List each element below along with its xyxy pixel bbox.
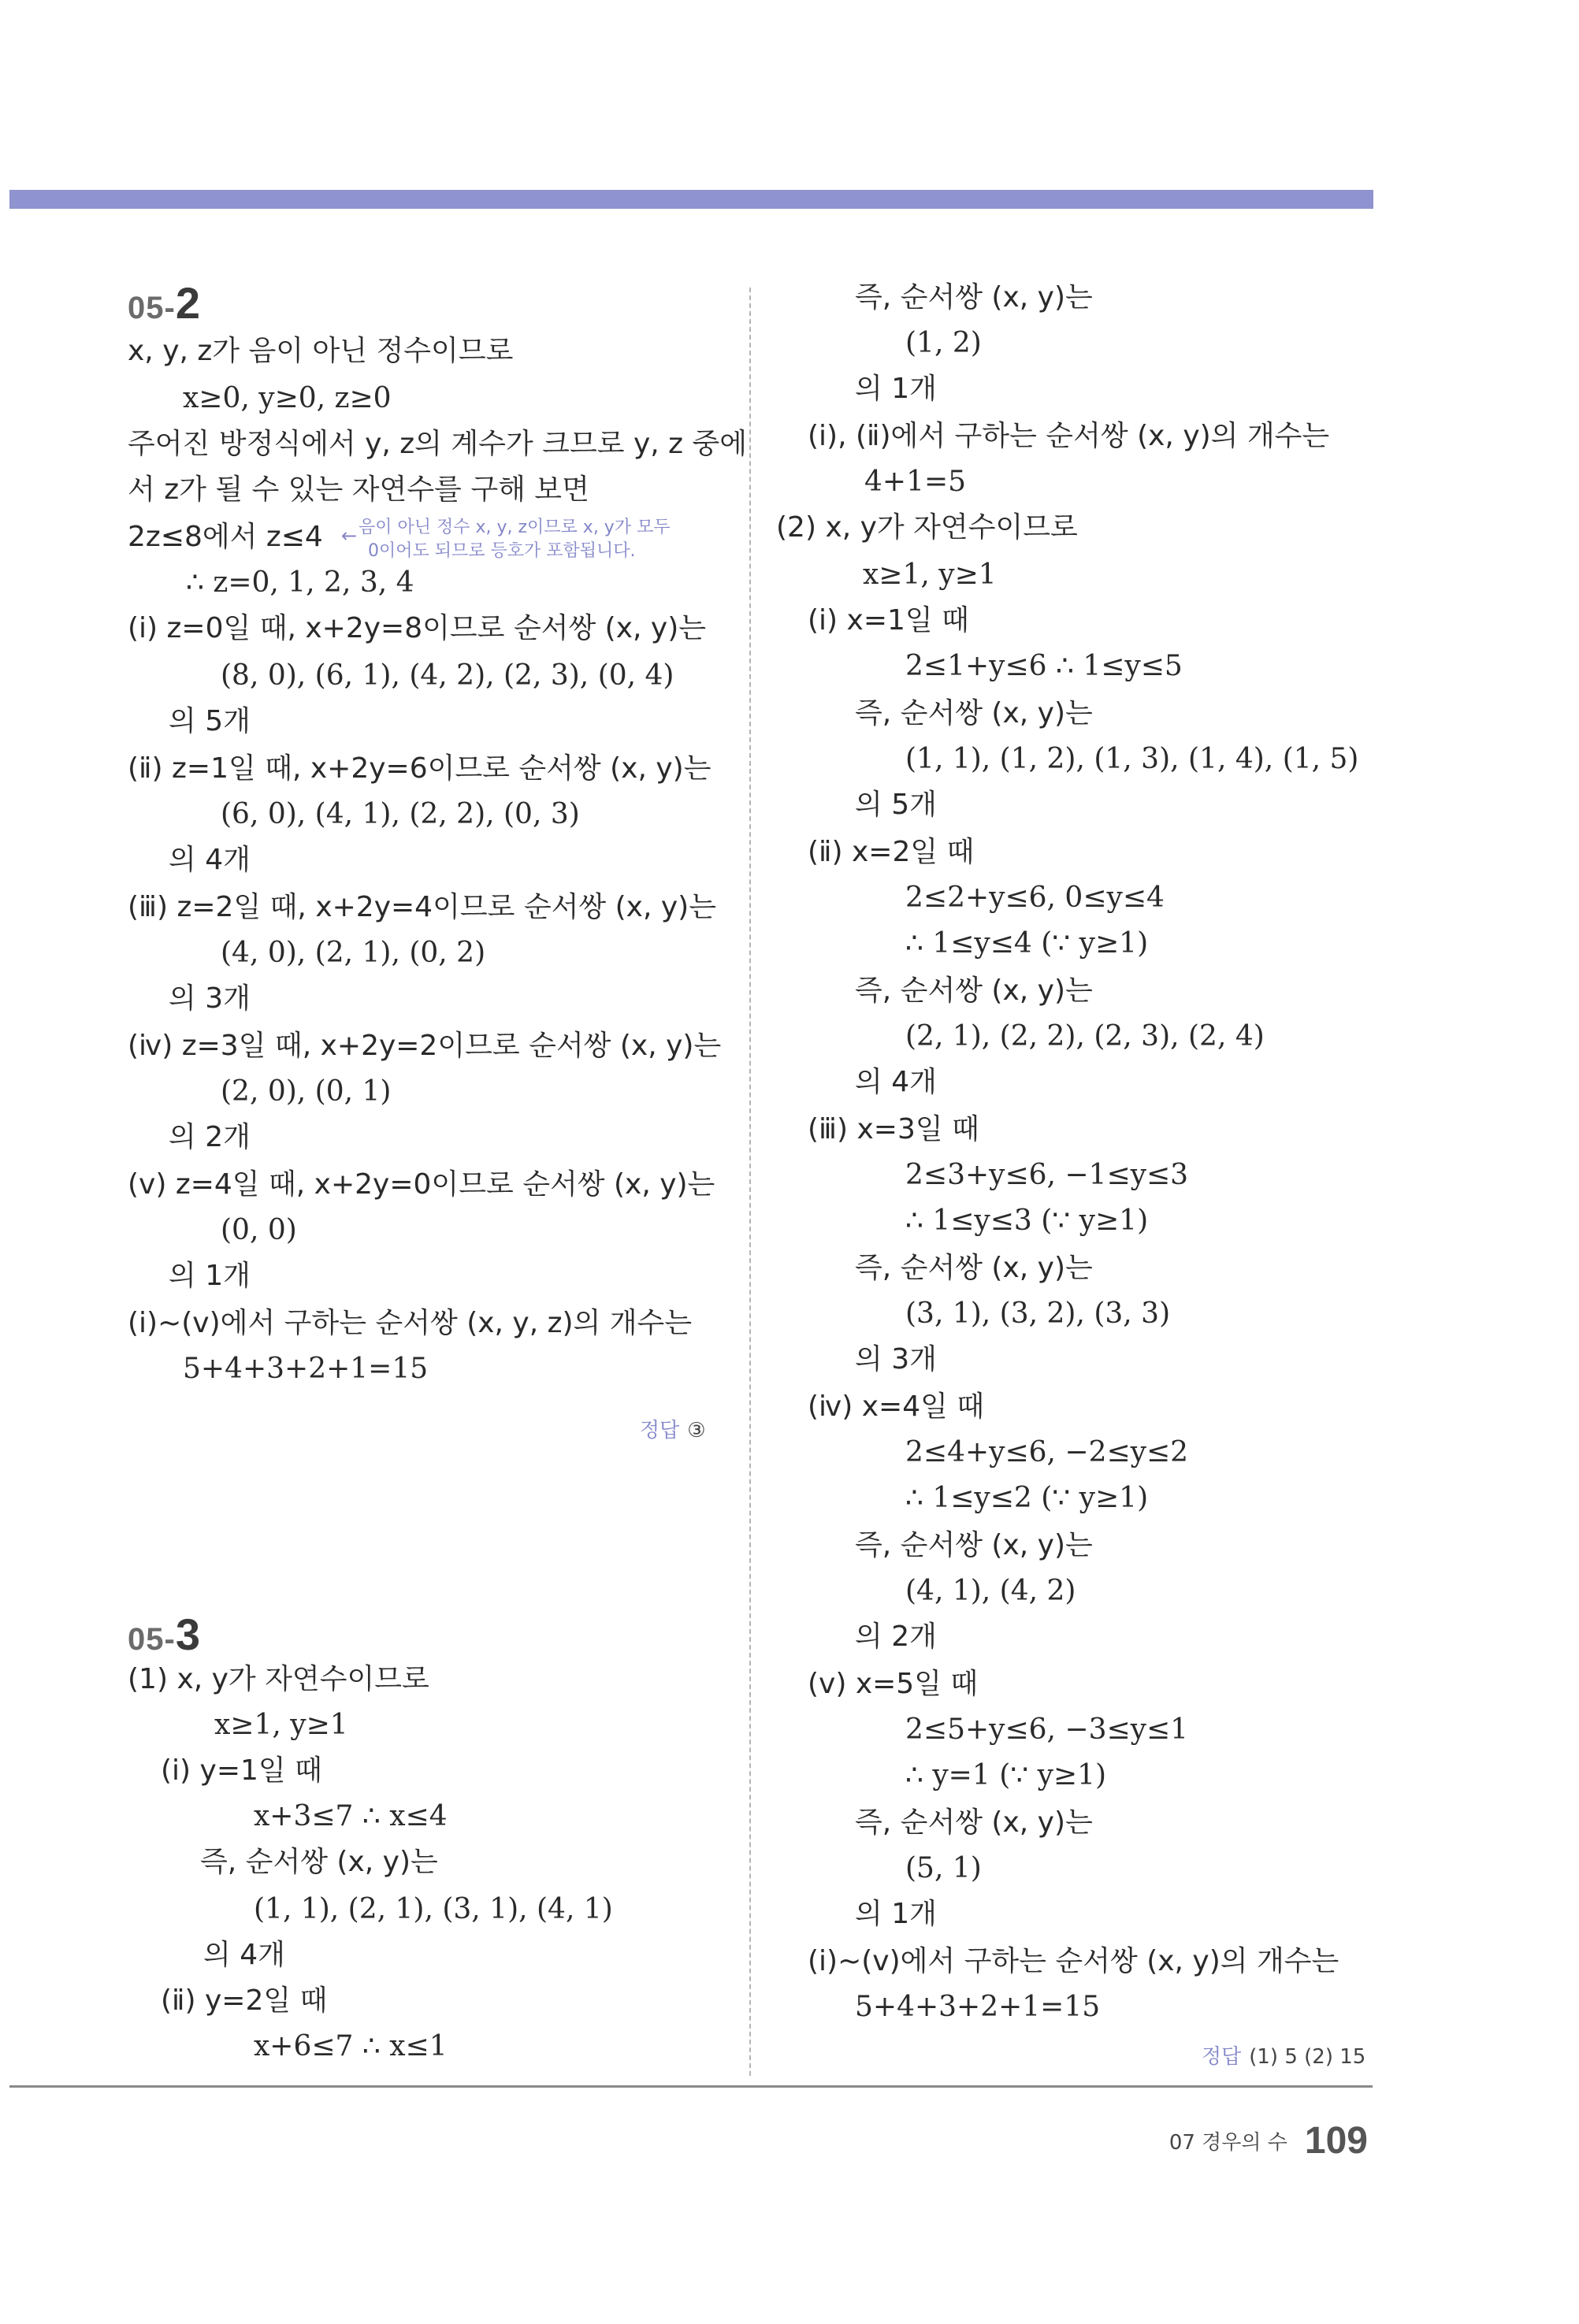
bottom-rule	[9, 2085, 1373, 2088]
answer-label: 정답	[1202, 2045, 1242, 2069]
solution-line: x≥1, y≥1	[863, 559, 997, 591]
answer-value: (1) 5 (2) 15	[1249, 2045, 1366, 2069]
solution-line: x≥1, y≥1	[214, 1709, 348, 1741]
solution-line: 즉, 순서쌍 (x, y)는	[855, 1529, 1093, 1561]
total-line: 5+4+3+2+1=15	[183, 1353, 429, 1385]
column-divider	[749, 288, 751, 2076]
section-prefix: 05-	[128, 291, 176, 325]
note-line: 음이 아닌 정수 x, y, z이므로 x, y가 모두	[359, 518, 671, 537]
section-number: 2	[175, 278, 200, 328]
summary-line: (ⅰ)~(ⅴ)에서 구하는 순서쌍 (x, y)의 개수는	[808, 1945, 1339, 1977]
solution-line: ∴ z=0, 1, 2, 3, 4	[186, 566, 414, 599]
ordered-pairs: (1, 1), (1, 2), (1, 3), (1, 4), (1, 5)	[905, 743, 1359, 775]
solution-line: 주어진 방정식에서 y, z의 계수가 크므로 y, z 중에	[128, 428, 748, 460]
ordered-pairs: (8, 0), (6, 1), (4, 2), (2, 3), (0, 4)	[221, 659, 674, 692]
solution-line: 즉, 순서쌍 (x, y)는	[855, 697, 1093, 729]
section-number: 3	[175, 1609, 200, 1659]
solution-line: 서 z가 될 수 있는 자연수를 구해 보면	[128, 473, 589, 506]
solution-line: 즉, 순서쌍 (x, y)는	[855, 975, 1093, 1007]
ordered-pairs: (2, 0), (0, 1)	[221, 1075, 392, 1108]
count-line: 의 4개	[203, 1939, 285, 1971]
section-heading-05-3	[128, 1609, 200, 1660]
solution-line: 2≤3+y≤6, −1≤y≤3	[905, 1159, 1189, 1191]
ordered-pairs: (1, 1), (2, 1), (3, 1), (4, 1)	[254, 1893, 613, 1925]
solution-line: 2z≤8에서 z≤4	[128, 521, 323, 553]
count-line: 의 3개	[855, 1343, 937, 1375]
summary-line: (ⅰ)~(ⅴ)에서 구하는 순서쌍 (x, y, z)의 개수는	[128, 1307, 693, 1339]
page-footer	[1169, 2119, 1368, 2163]
count-line: 의 3개	[169, 982, 251, 1015]
case-line: (ⅱ) y=2일 때	[161, 1984, 328, 2017]
solution-line: 즉, 순서쌍 (x, y)는	[200, 1846, 438, 1878]
solution-line: 2≤2+y≤6, 0≤y≤4	[905, 882, 1165, 914]
ordered-pairs: (6, 0), (4, 1), (2, 2), (0, 3)	[221, 798, 580, 830]
case-line: (ⅰ) x=1일 때	[808, 604, 969, 637]
solution-line: ∴ 1≤y≤2 (∵ y≥1)	[905, 1482, 1149, 1514]
count-line: 의 1개	[855, 1898, 937, 1930]
case-line: (ⅰ) z=0일 때, x+2y=8이므로 순서쌍 (x, y)는	[128, 612, 707, 644]
ordered-pairs: (0, 0)	[221, 1214, 297, 1246]
solution-line: 즉, 순서쌍 (x, y)는	[855, 1806, 1093, 1839]
solution-line: 2≤1+y≤6 ∴ 1≤y≤5	[905, 650, 1183, 682]
solution-line: x+6≤7 ∴ x≤1	[254, 2030, 448, 2062]
count-line: 의 2개	[855, 1620, 937, 1653]
count-line: 의 4개	[169, 844, 251, 876]
margin-note	[341, 516, 737, 563]
case-line: (ⅱ) z=1일 때, x+2y=6이므로 순서쌍 (x, y)는	[128, 752, 711, 785]
note-line: 0이어도 되므로 등호가 포함됩니다.	[368, 541, 636, 561]
solution-line: 2≤4+y≤6, −2≤y≤2	[905, 1436, 1189, 1468]
answer-label: 정답	[640, 1419, 680, 1442]
solution-line: ∴ 1≤y≤4 (∵ y≥1)	[905, 927, 1149, 960]
count-line: 의 5개	[169, 705, 251, 737]
page-number: 109	[1304, 2120, 1368, 2162]
ordered-pairs: (1, 2)	[905, 327, 982, 359]
ordered-pairs: (2, 1), (2, 2), (2, 3), (2, 4)	[905, 1020, 1265, 1052]
answer-value: ③	[687, 1419, 706, 1442]
answer-05-3	[1202, 2040, 1365, 2070]
solution-line: 2≤5+y≤6, −3≤y≤1	[905, 1713, 1189, 1746]
section-prefix: 05-	[128, 1622, 176, 1657]
solution-line: ∴ 1≤y≤3 (∵ y≥1)	[905, 1205, 1149, 1237]
case-line: (ⅲ) x=3일 때	[808, 1113, 979, 1145]
ordered-pairs: (4, 1), (4, 2)	[905, 1575, 1076, 1607]
ordered-pairs: (4, 0), (2, 1), (0, 2)	[221, 937, 486, 969]
count-line: 의 5개	[855, 789, 937, 821]
case-line: (ⅴ) x=5일 때	[808, 1668, 979, 1700]
solution-line: 즉, 순서쌍 (x, y)는	[855, 281, 1093, 314]
solution-line: (1) x, y가 자연수이므로	[128, 1663, 429, 1695]
case-line: (ⅳ) x=4일 때	[808, 1390, 985, 1423]
left-arrow-icon: ←	[341, 525, 358, 547]
solution-line: 즉, 순서쌍 (x, y)는	[855, 1252, 1093, 1284]
header-color-band	[9, 190, 1373, 209]
chapter-title: 07 경우의 수	[1168, 2131, 1287, 2155]
section-heading-05-2	[128, 277, 200, 329]
total-line: 4+1=5	[864, 466, 967, 498]
case-line: (ⅲ) z=2일 때, x+2y=4이므로 순서쌍 (x, y)는	[128, 891, 716, 923]
count-line: 의 2개	[169, 1121, 251, 1153]
case-line: (ⅱ) x=2일 때	[808, 836, 975, 868]
count-line: 의 1개	[169, 1260, 251, 1292]
count-line: 의 1개	[855, 373, 937, 405]
ordered-pairs: (3, 1), (3, 2), (3, 3)	[905, 1298, 1171, 1330]
solution-line: ∴ y=1 (∵ y≥1)	[905, 1759, 1107, 1791]
count-line: 의 4개	[855, 1066, 937, 1098]
solution-line: x+3≤7 ∴ x≤4	[254, 1800, 448, 1832]
solution-line: (2) x, y가 자연수이므로	[776, 511, 1078, 544]
ordered-pairs: (5, 1)	[905, 1852, 982, 1884]
case-line: (ⅰ) y=1일 때	[161, 1754, 322, 1787]
case-line: (ⅴ) z=4일 때, x+2y=0이므로 순서쌍 (x, y)는	[128, 1168, 715, 1201]
case-line: (ⅳ) z=3일 때, x+2y=2이므로 순서쌍 (x, y)는	[128, 1030, 722, 1062]
solution-line: x, y, z가 음이 아닌 정수이므로	[128, 335, 514, 367]
solution-line: x≥0, y≥0, z≥0	[183, 382, 392, 414]
summary-line: (ⅰ), (ⅱ)에서 구하는 순서쌍 (x, y)의 개수는	[808, 420, 1330, 452]
answer-05-2	[640, 1414, 706, 1443]
total-line: 5+4+3+2+1=15	[855, 1991, 1101, 2023]
